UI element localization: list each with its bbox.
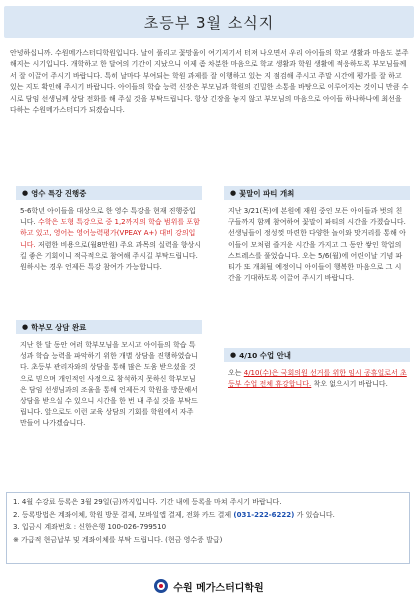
section-body-party: 지난 3/21(목)에 본원에 재원 중인 모든 아이들과 벗의 친구들까지 함께 참여하여 꽃말이 파티의 시간을 가졌습니다. 선생님들이 정성껏 마련한 다양한 놀이와 맛거리를 통해 아이들이 모처럼 즐거운 시간을 가지고 그 동안 쌓인 학업의 스트레스를 풀었습니다. 오는 5/6(월)에 어린이날 기념 파티가 또 개최될 예정이니 아이들이 행복한 마음으로 그 시간을 기대하도록 이끌어 주시기 바랍니다. — [228, 207, 406, 283]
phone-number: (031-222-6222) — [233, 510, 295, 519]
registration-info-box — [6, 492, 410, 564]
bullet-icon: ● — [230, 189, 237, 197]
english-highlight-text: 수학은 도형 특강으로 중 1,2까지의 학습 범위를 포함하고 있고, 영어는 영어능력평가(VPEAY A+) 대비 강의입니다. — [20, 218, 200, 249]
bullet-icon: ● — [230, 351, 237, 359]
newsletter-title: 초등부 3월 소식지 — [4, 6, 414, 38]
section-heading-notice: ● 4/10 수업 안내 — [224, 348, 410, 362]
info-line-4: ※ 가급적 현금납부 및 계좌이체를 부탁 드립니다. (현금 영수증 발급) — [13, 535, 223, 544]
footer-brand — [0, 574, 418, 598]
info-line-1: 1. 4월 수강료 등록은 3월 29일(금)까지입니다. 기간 내에 등록을 마쳐 주시기 바랍니다. — [13, 498, 282, 506]
section-heading-english: ● 영수 특강 진행중 — [16, 186, 202, 200]
section-body-english: 5-6학년 아이들을 대상으로 한 영수 특강을 현재 진행중입니다. 수학은 도형 특강으로 중 1,2까지의 학습 범위를 포함하고 있고, 영어는 영어능력평가(VPEAY A+) 대비 강의입니다. 저렴한 비용으로(월8만원) 주요 과목의 실력을 향상시킬 좋은 기회이니 적극적으로 참여해 주시길 부탁드립니다. 원하시는 경우 언제든 특강 참여가 가능합니다. — [20, 207, 202, 272]
footer-brand-name: 수원 메가스터디학원 — [173, 582, 264, 594]
section-body-counsel: 지난 한 달 동안 여러 학부모님을 모시고 아이들의 학습 특성과 학습 능력을 파악하기 위한 개별 상담을 진행하였습니다. 초등부 관리자와의 상담을 통해 많은 도움 받으셨을 것으로 믿으며 개인적인 사정으로 참석하지 못하신 학부모님은 담임 선생님과의 조율을 통해 언제든지 학원을 방문해서 상담을 받으실 수 있으니 시간을 한 번 내 주실 것을 부탁드립니다. 앞으로도 이런 교육 상담의 기회를 학원에서 자주 만들어 나가겠습니다. — [20, 341, 198, 428]
bullet-icon: ● — [22, 189, 29, 197]
section-body-notice: 오는 4/10(수)은 국회의원 선거를 위한 임시 공휴일로서 초등부 수업 전체 휴강합니다. 착오 없으시기 바랍니다. — [228, 369, 407, 389]
intro-paragraph: 안녕하십니까. 수원메가스터디학원입니다. 날이 풀리고 꽃망울이 여기저기서 터져 나오면서 우리 아이들의 학교 생활과 마음도 분주해지는 시기입니다. 개학하고 한 달여의 기간이 지났으니 이제 좀 차분한 마음으로 학교 생활과 학원 생활에 적응하도록 부모님들께서 잘 이끌어 주시기 바랍니다. 특히 날마다 부여되는 학원 과제를 잘 이행하고 있는 지 점검해 주시고 주말 시간에 평가를 잘 하고 있는 지도 확인해 주시기 바랍니다. 아이들의 학습 능력 신장은 부모님과 학원의 긴밀한 소통을 바탕으로 이루어지는 것이니 만큼 수시로 담임 선생님께 상담 전화를 해 주실 것을 부탁드립니다. 항상 긴장을 놓지 않고 부모님의 마음으로 아이들 하나하나에 최선을 다하는 수원메가스터디가 되겠습니다. — [10, 49, 409, 115]
academy-logo-icon — [154, 579, 168, 593]
bullet-icon: ● — [22, 323, 29, 331]
section-heading-party: ● 꽃말이 파티 개최 — [224, 186, 410, 200]
info-line-2: 2. 등록방법은 계좌이체, 학원 방문 결제, 모바일앱 결제, 전화 카드 결제 (031-222-6222) 가 있습니다. — [13, 510, 335, 519]
section-heading-counsel: ● 학부모 상담 완료 — [16, 320, 202, 334]
notice-highlight-text: 4/10(수)은 국회의원 선거를 위한 임시 공휴일로서 초등부 수업 전체 휴강합니다. — [228, 369, 407, 389]
info-line-3: 3. 입금시 계좌번호 : 신한은행 100-026-799510 — [13, 523, 167, 532]
